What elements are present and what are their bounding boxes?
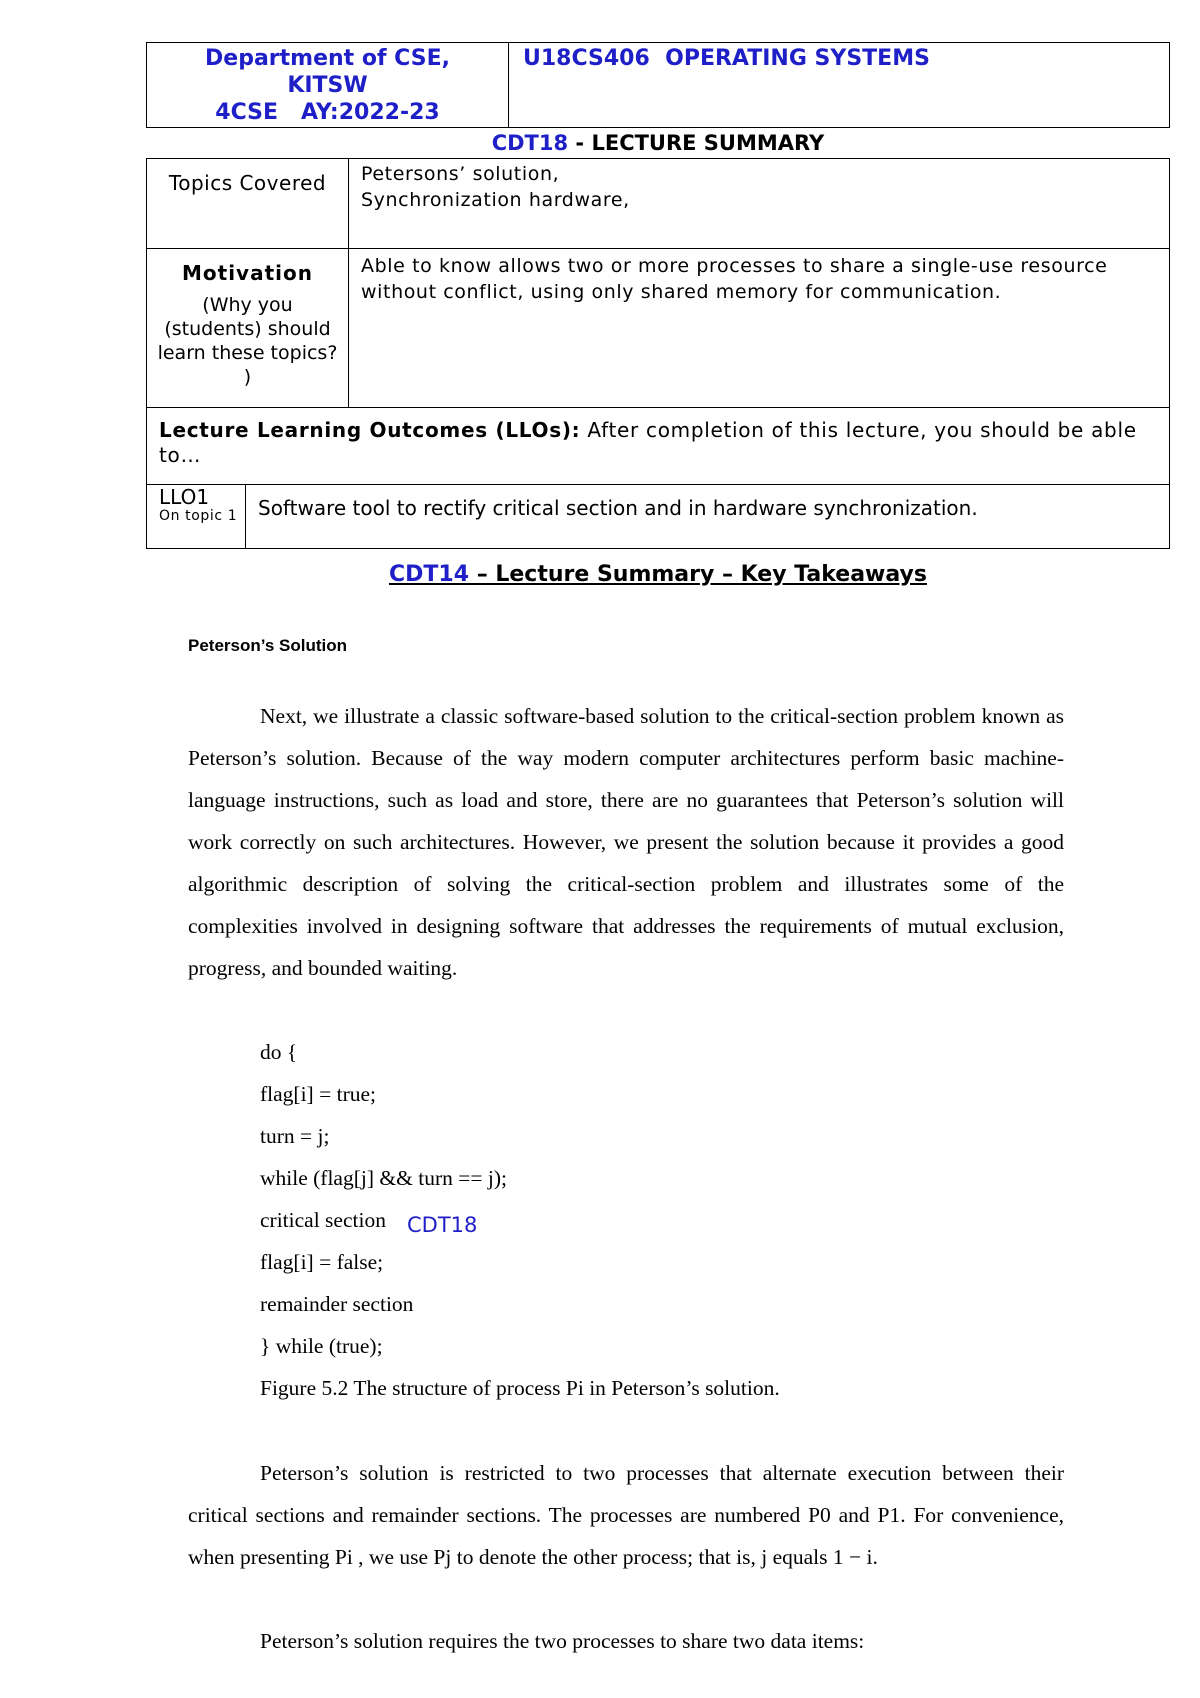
code-line: remainder section — [260, 1292, 414, 1316]
summary-title-text: - LECTURE SUMMARY — [568, 131, 825, 155]
lecture-summary-title — [146, 128, 1170, 158]
topics-label: Topics Covered — [168, 171, 327, 195]
llo1-row — [147, 485, 1169, 548]
header-table — [146, 42, 1170, 128]
course-title: U18CS406 OPERATING SYSTEMS — [523, 46, 930, 71]
llo1-label-cell — [147, 485, 246, 548]
topics-content — [349, 159, 1169, 248]
llo-header-bold: Lecture Learning Outcomes (LLOs): — [159, 418, 581, 442]
institute-name: KITSW — [287, 73, 368, 98]
code-line: } while (true); — [260, 1334, 383, 1358]
code-listing — [260, 1031, 780, 1409]
code-line: critical section — [260, 1208, 386, 1232]
summary-code: CDT18 — [491, 131, 569, 155]
code-line: flag[i] = false; — [260, 1250, 384, 1274]
motivation-label: Motivation — [182, 261, 313, 285]
code-line: do { — [260, 1040, 298, 1064]
code-line: turn = j; — [260, 1124, 330, 1148]
paragraph-shared-data: Peterson’s solution requires the two processes to share two data items: — [260, 1629, 865, 1653]
llo1-text: Software tool to rectify critical section and in hardware synchronization. — [258, 496, 978, 520]
llo-header-row — [147, 408, 1169, 485]
llo1-topic: On topic 1 — [159, 508, 238, 524]
llo1-id: LLO1 — [159, 485, 210, 509]
code-line: while (flag[j] && turn == j); — [260, 1166, 507, 1190]
llo-header — [159, 418, 1157, 484]
key-takeaways-title — [146, 562, 1170, 587]
paragraph-intro: Next, we illustrate a classic software-based solution to the critical-section problem known as Peterson’s solution. Because of the way modern computer architectures perform basic machine-language instructions, such as load and store, there are no guarantees that Peterson’s solution will work correctly on such architectures. However, we present the solution because it provides a good algorithmic description of solving the critical-section problem and illustrates some of the complexities involved in designing software that addresses the requirements of mutual exclusion, progress, and bounded waiting. — [188, 704, 1064, 980]
motivation-label-cell — [147, 249, 349, 407]
topic-2: Synchronization hardware, — [361, 189, 630, 211]
code-line: flag[i] = true; — [260, 1082, 376, 1106]
department-cell — [147, 43, 509, 127]
class-year: 4CSE AY:2022-23 — [215, 100, 440, 125]
motivation-sub: (Why you (students) should learn these topics? ) — [157, 294, 338, 388]
motivation-row — [147, 249, 1169, 408]
topics-code: CDT18 — [407, 1213, 478, 1237]
topic-1: Petersons’ solution, — [361, 163, 560, 185]
figure-caption: Figure 5.2 The structure of process Pi in Peterson’s solution. — [260, 1376, 780, 1400]
paragraph-processes: Peterson’s solution is restricted to two processes that alternate execution between their critical sections and remainder sections. The processes are numbered P0 and P1. For convenience, when presenting Pi , we use Pj to denote the other process; that is, j equals 1 − i. — [188, 1461, 1064, 1569]
section-heading: Peterson’s Solution — [188, 636, 348, 655]
takeaways-text: – Lecture Summary – Key Takeaways — [469, 562, 927, 587]
llo-header-text: After completion of this lecture, you should be able to… — [159, 418, 1137, 467]
motivation-text: Able to know allows two or more processes to share a single-use resource without conflict, using only shared memory for communication. — [361, 255, 1108, 303]
department-name: Department of CSE, — [205, 46, 450, 71]
takeaways-code: CDT14 — [389, 562, 470, 587]
